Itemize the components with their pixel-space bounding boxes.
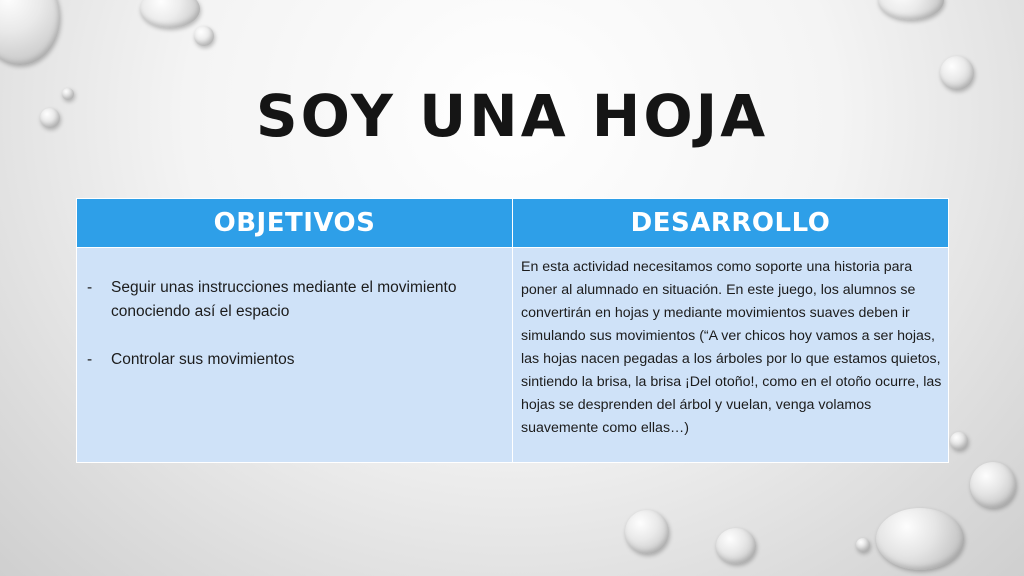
header-desarrollo: DESARROLLO [513,199,949,248]
activity-table [76,198,949,463]
water-drop-decoration [0,0,60,65]
water-drop-decoration [140,0,200,28]
objetivos-cell [77,248,513,463]
table-row [77,248,949,463]
desarrollo-cell: En esta actividad necesitamos como soporte una historia para poner al alumnado en situación. En este juego, los alumnos se convertirán en hojas y mediante movimientos suaves deben ir simulando sus movimientos (“A ver chicos hoy vamos a ser hojas, las hojas nacen pegadas a los árboles por lo que estamos quietos, sintiendo la brisa, la brisa ¡Del otoño!, como en el otoño ocurre, las hojas se desprenden del árbol y vuelan, venga volamos suavemente como ellas…) [513,248,949,463]
header-objetivos: OBJETIVOS [77,199,513,248]
water-drop-decoration [716,528,756,564]
water-drop-decoration [878,0,944,20]
bullet-dash: - [87,279,93,296]
water-drop-decoration [625,510,669,554]
table-header-row [77,199,949,248]
bullet-dash: - [87,351,93,368]
water-drop-decoration [876,508,964,570]
objective-item [87,348,502,372]
water-drop-decoration [970,462,1016,508]
water-drop-decoration [194,26,214,46]
objective-text: Seguir unas instrucciones mediante el movimiento conociendo así el espacio [111,279,457,320]
water-drop-decoration [950,432,968,450]
objective-item [87,276,502,324]
objective-text: Controlar sus movimientos [111,351,295,368]
water-drop-decoration [856,538,870,552]
slide-title: SOY UNA HOJA [255,82,769,150]
